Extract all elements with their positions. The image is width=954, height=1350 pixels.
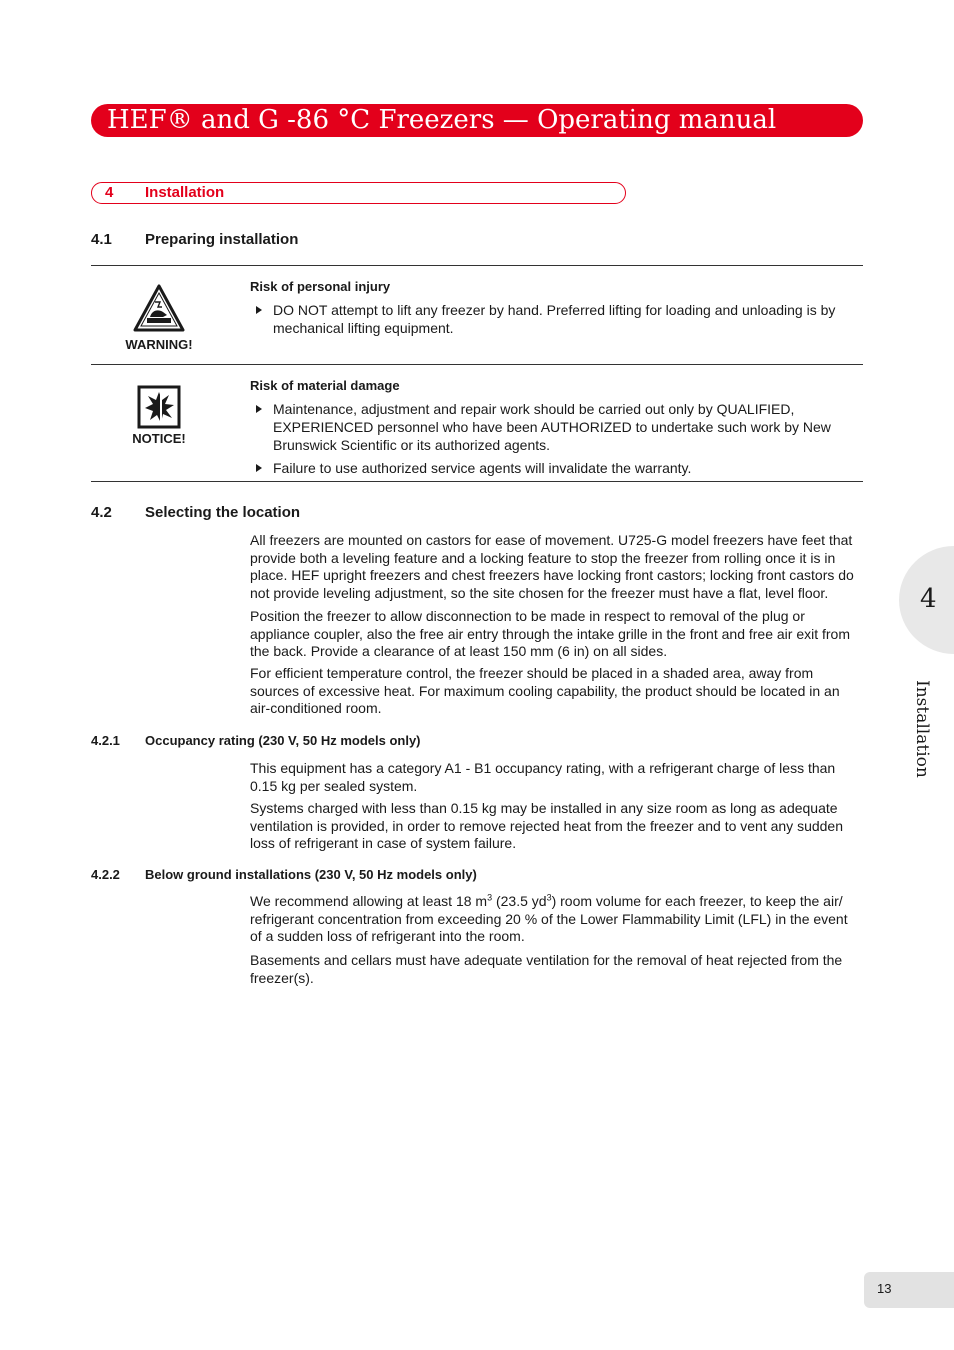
section-4-2-1-number: 4.2.1 <box>91 733 120 748</box>
section-4-1-number: 4.1 <box>91 231 112 248</box>
warning-title: Risk of personal injury <box>250 279 391 294</box>
paragraph: Systems charged with less than 0.15 kg may be installed in any size room as long as adequate ventilation is provided, in order to remove rejected heat from the freezer and to vent any sudden loss of refrigerant in case of system failure. <box>250 800 844 852</box>
section-4-2-2-number: 4.2.2 <box>91 867 120 882</box>
notice-label: NOTICE! <box>132 431 186 446</box>
side-tab-label: Installation <box>912 680 932 778</box>
bullet-item: Failure to use authorized service agents will invalidate the warranty. <box>250 459 862 477</box>
section-4-2-2-title: Below ground installations (230 V, 50 Hz models only) <box>145 867 477 882</box>
notice-damage-icon <box>137 385 181 429</box>
notice-title: Risk of material damage <box>250 378 400 393</box>
page-number: 13 <box>877 1281 892 1296</box>
superscript: 3 <box>487 892 493 903</box>
section-4-2-number: 4.2 <box>91 504 112 521</box>
paragraph: This equipment has a category A1 - B1 occupancy rating, with a refrigerant charge of less than 0.15 kg per sealed system. <box>250 760 836 794</box>
warning-hand-crush-icon <box>133 284 185 332</box>
chapter-number: 4 <box>105 184 114 201</box>
section-4-1-title: Preparing installation <box>145 231 299 248</box>
text-run: We recommend allowing at least 18 m <box>250 893 488 909</box>
warning-label: WARNING! <box>125 337 193 352</box>
chapter-heading <box>91 182 626 204</box>
chapter-title: Installation <box>145 184 225 201</box>
paragraph: Position the freezer to allow disconnection to be made in respect to removal of the plug or appliance coupler, also the free air entry through the intake grille in the front and free air exit from the back. Provide a clearance of at least 150 mm (6 in) on all sides. <box>250 608 851 660</box>
bullet-item: DO NOT attempt to lift any freezer by hand. Preferred lifting for loading and unloading is by mechanical lifting equipment. <box>250 301 862 337</box>
document-title: HEF® and G -86 °C Freezers — Operating manual <box>107 105 777 135</box>
warning-bullets <box>250 301 862 342</box>
paragraph: Basements and cellars must have adequate ventilation for the removal of heat rejected from the freezer(s). <box>250 952 843 986</box>
side-tab-number: 4 <box>920 584 937 614</box>
paragraph <box>250 893 862 946</box>
header-bar <box>91 104 863 137</box>
superscript: 3 <box>546 892 552 903</box>
text-run: ) room volume for each freezer, to keep the air/ refrigerant concentration from exceeding 20 % of the Lower Flammability Limit (LFL) in the event of a sudden loss of refrigerant into the room. <box>250 893 848 945</box>
section-4-2-1-title: Occupancy rating (230 V, 50 Hz models only) <box>145 733 421 748</box>
divider <box>91 481 863 482</box>
divider <box>91 364 863 365</box>
paragraph: All freezers are mounted on castors for ease of movement. U725-G model freezers have feet that provide both a leveling feature and a locking feature to stop the freezer from rolling once it is in place. HEF upright freezers and chest freezers have locking front castors; locking front castors do not provide leveling adjustment, so the site chosen for the freezer must have a flat, level floor. <box>250 532 854 602</box>
section-4-2-title: Selecting the location <box>145 504 301 521</box>
warning-symbol <box>118 284 200 352</box>
bullet-item: Maintenance, adjustment and repair work should be carried out only by QUALIFIED, EXPERIENCED personnel who have been AUTHORIZED to undertake such work by New Brunswick Scientific or its authorized agents. <box>250 400 862 454</box>
text-run: (23.5 yd <box>492 893 547 909</box>
notice-symbol <box>118 385 200 446</box>
notice-bullets <box>250 400 862 482</box>
paragraph: For efficient temperature control, the freezer should be placed in a shaded area, away from sources of excessive heat. For maximum cooling capability, the product should be located in an air-conditioned room. <box>250 665 840 717</box>
divider <box>91 265 863 266</box>
